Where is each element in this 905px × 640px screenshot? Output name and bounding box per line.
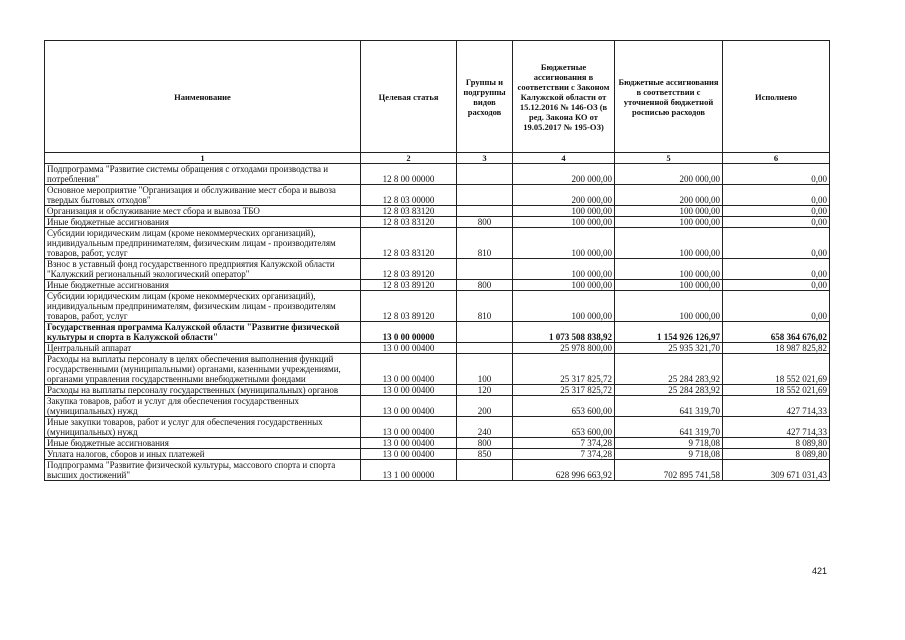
row-executed-amount-cell: 0,00 [723,185,830,206]
table-row [45,343,830,354]
row-expense-group-cell: 800 [457,438,513,449]
row-name-cell: Организация и обслуживание мест сбора и вывоза ТБО [45,206,361,217]
row-law-amount-cell: 100 000,00 [513,228,615,259]
row-expense-group-cell [457,460,513,481]
row-executed-amount-cell: 8 089,80 [723,449,830,460]
row-law-amount-cell: 25 317 825,72 [513,354,615,385]
row-target-article-cell: 12 8 03 83120 [361,217,457,228]
row-plan-amount-cell: 9 718,08 [615,449,723,460]
row-name-cell: Центральный аппарат [45,343,361,354]
table-row [45,354,830,385]
row-name-cell: Субсидии юридическим лицам (кроме некоммерческих организаций), индивидуальным предпринимателям, физическим лицам - производителям товаров, работ, услуг [45,228,361,259]
row-plan-amount-cell: 641 319,70 [615,396,723,417]
row-name-cell: Иные бюджетные ассигнования [45,280,361,291]
row-plan-amount-cell: 9 718,08 [615,438,723,449]
row-name-cell: Уплата налогов, сборов и иных платежей [45,449,361,460]
table-row [45,164,830,185]
row-plan-amount-cell: 702 895 741,58 [615,460,723,481]
row-law-amount-cell: 1 073 508 838,92 [513,322,615,343]
row-law-amount-cell: 100 000,00 [513,206,615,217]
table-header-row [45,41,830,153]
column-number: 5 [615,153,723,164]
row-target-article-cell: 12 8 03 89120 [361,280,457,291]
row-target-article-cell: 12 8 03 83120 [361,228,457,259]
row-plan-amount-cell: 25 935 321,70 [615,343,723,354]
row-expense-group-cell [457,185,513,206]
table-row [45,460,830,481]
row-plan-amount-cell: 25 284 283,92 [615,354,723,385]
row-law-amount-cell: 100 000,00 [513,291,615,322]
row-law-amount-cell: 100 000,00 [513,259,615,280]
row-executed-amount-cell: 309 671 031,43 [723,460,830,481]
row-plan-amount-cell: 100 000,00 [615,228,723,259]
row-expense-group-cell: 800 [457,217,513,228]
row-expense-group-cell [457,164,513,185]
row-law-amount-cell: 628 996 663,92 [513,460,615,481]
row-target-article-cell: 12 8 03 00000 [361,185,457,206]
page-number: 421 [812,566,828,576]
row-name-cell: Расходы на выплаты персоналу государственных (муниципальных) органов [45,385,361,396]
table-row [45,449,830,460]
header-expense-group: Группы и подгруппы видов расходов [457,41,513,153]
table-row [45,417,830,438]
row-expense-group-cell: 200 [457,396,513,417]
table-row [45,396,830,417]
table-row [45,291,830,322]
row-executed-amount-cell: 427 714,33 [723,417,830,438]
column-number: 1 [45,153,361,164]
column-number: 6 [723,153,830,164]
row-plan-amount-cell: 200 000,00 [615,164,723,185]
row-target-article-cell: 13 0 00 00000 [361,322,457,343]
row-executed-amount-cell: 0,00 [723,217,830,228]
row-executed-amount-cell: 658 364 676,02 [723,322,830,343]
row-expense-group-cell: 810 [457,228,513,259]
table-row [45,206,830,217]
row-expense-group-cell [457,259,513,280]
row-plan-amount-cell: 25 284 283,92 [615,385,723,396]
row-target-article-cell: 12 8 03 89120 [361,291,457,322]
row-name-cell: Государственная программа Калужской области "Развитие физической культуры и спорта в Калужской области" [45,322,361,343]
row-target-article-cell: 13 0 00 00400 [361,438,457,449]
row-executed-amount-cell: 0,00 [723,259,830,280]
row-executed-amount-cell: 0,00 [723,280,830,291]
row-expense-group-cell: 850 [457,449,513,460]
row-name-cell: Закупка товаров, работ и услуг для обеспечения государственных (муниципальных) нужд [45,396,361,417]
row-law-amount-cell: 100 000,00 [513,217,615,228]
row-law-amount-cell: 100 000,00 [513,280,615,291]
row-target-article-cell: 13 0 00 00400 [361,417,457,438]
row-expense-group-cell [457,206,513,217]
row-plan-amount-cell: 100 000,00 [615,280,723,291]
row-name-cell: Взнос в уставный фонд государственного предприятия Калужской области "Калужский региональный экологический оператор" [45,259,361,280]
header-target-article: Целевая статья [361,41,457,153]
header-law-allocations: Бюджетные ассигнования в соответствии с Законом Калужской области от 15.12.2016 № 146-ОЗ (в ред. Закона КО от 19.05.2017 № 195-ОЗ) [513,41,615,153]
column-number: 2 [361,153,457,164]
row-plan-amount-cell: 100 000,00 [615,217,723,228]
row-law-amount-cell: 7 374,28 [513,438,615,449]
row-plan-amount-cell: 641 319,70 [615,417,723,438]
header-executed: Исполнено [723,41,830,153]
row-executed-amount-cell: 18 552 021,69 [723,354,830,385]
row-plan-amount-cell: 200 000,00 [615,185,723,206]
column-number: 3 [457,153,513,164]
row-name-cell: Подпрограмма "Развитие физической культуры, массового спорта и спорта высших достижений" [45,460,361,481]
table-row [45,217,830,228]
row-executed-amount-cell: 18 552 021,69 [723,385,830,396]
table-row [45,259,830,280]
row-target-article-cell: 12 8 00 00000 [361,164,457,185]
row-expense-group-cell: 800 [457,280,513,291]
row-law-amount-cell: 7 374,28 [513,449,615,460]
row-target-article-cell: 13 0 00 00400 [361,343,457,354]
row-executed-amount-cell: 18 987 825,82 [723,343,830,354]
row-law-amount-cell: 653 600,00 [513,396,615,417]
row-executed-amount-cell: 0,00 [723,291,830,322]
row-target-article-cell: 13 1 00 00000 [361,460,457,481]
row-plan-amount-cell: 100 000,00 [615,206,723,217]
row-name-cell: Иные бюджетные ассигнования [45,217,361,228]
row-expense-group-cell: 810 [457,291,513,322]
table-row [45,228,830,259]
row-expense-group-cell [457,343,513,354]
column-number: 4 [513,153,615,164]
row-name-cell: Основное мероприятие "Организация и обслуживание мест сбора и вывоза твердых бытовых отходов" [45,185,361,206]
row-law-amount-cell: 25 317 825,72 [513,385,615,396]
row-executed-amount-cell: 427 714,33 [723,396,830,417]
row-name-cell: Иные закупки товаров, работ и услуг для обеспечения государственных (муниципальных) нужд [45,417,361,438]
table-row [45,185,830,206]
row-name-cell: Расходы на выплаты персоналу в целях обеспечения выполнения функций государственными (муниципальными) органами, казенными учреждениями, органами управления государственными внебюджетными фондами [45,354,361,385]
row-plan-amount-cell: 100 000,00 [615,291,723,322]
table-row [45,280,830,291]
row-name-cell: Субсидии юридическим лицам (кроме некоммерческих организаций), индивидуальным предпринимателям, физическим лицам - производителям товаров, работ, услуг [45,291,361,322]
row-name-cell: Иные бюджетные ассигнования [45,438,361,449]
table-row [45,322,830,343]
row-expense-group-cell [457,322,513,343]
row-law-amount-cell: 200 000,00 [513,164,615,185]
row-plan-amount-cell: 100 000,00 [615,259,723,280]
row-target-article-cell: 13 0 00 00400 [361,396,457,417]
row-expense-group-cell: 240 [457,417,513,438]
row-expense-group-cell: 100 [457,354,513,385]
row-name-cell: Подпрограмма "Развитие системы обращения с отходами производства и потребления" [45,164,361,185]
header-plan-allocations: Бюджетные ассигнования в соответствии с уточненной бюджетной росписью расходов [615,41,723,153]
column-number-row [45,153,830,164]
row-law-amount-cell: 200 000,00 [513,185,615,206]
row-executed-amount-cell: 0,00 [723,228,830,259]
table-row [45,438,830,449]
row-executed-amount-cell: 0,00 [723,164,830,185]
budget-execution-table [44,40,830,481]
row-expense-group-cell: 120 [457,385,513,396]
row-target-article-cell: 13 0 00 00400 [361,449,457,460]
row-executed-amount-cell: 8 089,80 [723,438,830,449]
row-law-amount-cell: 653 600,00 [513,417,615,438]
header-name: Наименование [45,41,361,153]
row-target-article-cell: 12 8 03 89120 [361,259,457,280]
row-target-article-cell: 13 0 00 00400 [361,354,457,385]
row-executed-amount-cell: 0,00 [723,206,830,217]
row-law-amount-cell: 25 978 800,00 [513,343,615,354]
table-row [45,385,830,396]
row-plan-amount-cell: 1 154 926 126,97 [615,322,723,343]
row-target-article-cell: 12 8 03 83120 [361,206,457,217]
table-body [45,164,830,481]
row-target-article-cell: 13 0 00 00400 [361,385,457,396]
